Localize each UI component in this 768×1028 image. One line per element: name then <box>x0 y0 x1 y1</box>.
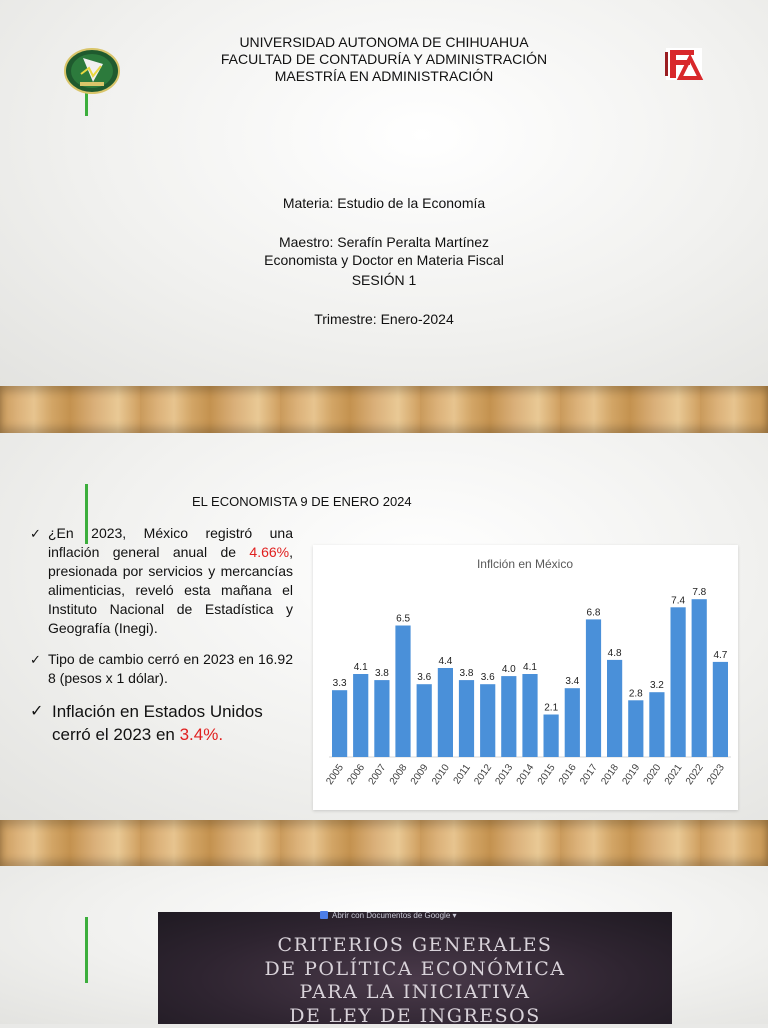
data-label-2015: 2.1 <box>544 703 558 714</box>
data-label-2012: 3.6 <box>481 672 495 683</box>
x-tick-label-2008: 2008 <box>388 762 410 787</box>
source-heading: EL ECONOMISTA 9 DE ENERO 2024 <box>192 494 412 509</box>
inflation-highlight: 4.66% <box>249 544 289 560</box>
bar-2010 <box>438 668 453 757</box>
data-label-2013: 4.0 <box>502 664 516 675</box>
checkmark-icon: ✓ <box>30 650 41 669</box>
data-label-2023: 4.7 <box>713 650 727 661</box>
chart-canvas <box>313 545 738 810</box>
data-label-2010: 4.4 <box>438 656 452 667</box>
bar-2006 <box>353 674 368 757</box>
bar-2015 <box>544 715 559 758</box>
accent-bar <box>85 917 88 983</box>
checkmark-icon: ✓ <box>30 524 41 543</box>
bar-2012 <box>480 684 495 757</box>
data-label-2022: 7.8 <box>692 587 706 598</box>
bar-2005 <box>332 690 347 757</box>
data-label-2008: 6.5 <box>396 614 410 625</box>
bar-2014 <box>522 674 537 757</box>
teacher-title-line: Economista y Doctor en Materia Fiscal <box>0 251 768 269</box>
data-label-2021: 7.4 <box>671 595 685 606</box>
cover-title-line: PARA LA INICIATIVA <box>158 981 672 1005</box>
bullet-exchange-rate <box>30 650 293 688</box>
bar-2019 <box>628 700 643 757</box>
bar-2022 <box>692 599 707 757</box>
heading-line-faculty: FACULTAD DE CONTADURÍA Y ADMINISTRACIÓN <box>0 51 768 68</box>
bar-2020 <box>649 692 664 757</box>
heading-line-program: MAESTRÍA EN ADMINISTRACIÓN <box>0 68 768 85</box>
google-docs-icon <box>320 911 328 919</box>
cover-title-line: CRITERIOS GENERALES <box>158 934 672 958</box>
x-tick-label-2012: 2012 <box>472 762 494 787</box>
bar-2018 <box>607 660 622 757</box>
data-label-2006: 4.1 <box>354 662 368 673</box>
x-tick-label-2011: 2011 <box>452 762 474 786</box>
data-label-2018: 4.8 <box>608 648 622 659</box>
bar-2007 <box>374 680 389 757</box>
chart-title: Inflción en México <box>477 557 573 571</box>
slide-separator <box>0 386 768 433</box>
cover-title-line: DE POLÍTICA ECONÓMICA <box>158 958 672 982</box>
bullet-text: Tipo de cambio cerró en 2023 en 16.92 8 (pesos x 1 dólar). <box>48 651 293 686</box>
bar-2008 <box>395 626 410 758</box>
data-label-2016: 3.4 <box>565 676 579 687</box>
data-label-2009: 3.6 <box>417 672 431 683</box>
x-tick-label-2017: 2017 <box>578 762 600 787</box>
bar-2017 <box>586 619 601 757</box>
bar-2016 <box>565 688 580 757</box>
bullet-inflation-mexico <box>30 524 293 638</box>
x-tick-label-2010: 2010 <box>430 762 452 787</box>
data-label-2017: 6.8 <box>587 607 601 618</box>
x-tick-label-2009: 2009 <box>409 762 431 787</box>
data-label-2011: 3.8 <box>460 668 474 679</box>
data-label-2014: 4.1 <box>523 662 537 673</box>
bar-2011 <box>459 680 474 757</box>
x-tick-label-2005: 2005 <box>324 762 346 787</box>
document-cover-title <box>158 934 672 1028</box>
session-line: SESIÓN 1 <box>0 271 768 289</box>
bullet-text: ¿En 2023, México registró una inflación general anual de <box>48 525 293 560</box>
x-tick-label-2007: 2007 <box>367 762 389 787</box>
bar-2013 <box>501 676 516 757</box>
teacher-line: Maestro: Serafín Peralta Martínez <box>0 233 768 251</box>
open-with-label: Abrir con Documentos de Google <box>332 911 450 920</box>
x-tick-label-2019: 2019 <box>620 762 642 787</box>
bullet-text: Inflación en Estados Unidos cerró el 2023 en <box>52 702 263 744</box>
bullet-us-inflation <box>30 700 293 746</box>
us-inflation-highlight: 3.4%. <box>180 725 223 744</box>
data-label-2005: 3.3 <box>333 678 347 689</box>
data-label-2007: 3.8 <box>375 668 389 679</box>
data-label-2019: 2.8 <box>629 688 643 699</box>
subject-line: Materia: Estudio de la Economía <box>0 194 768 212</box>
data-label-2020: 3.2 <box>650 680 664 691</box>
heading-line-university: UNIVERSIDAD AUTONOMA DE CHIHUAHUA <box>0 34 768 51</box>
bullet-text-tail: , presionada por servicios y mercancías alimenticias, reveló esta mañana el Instituto Nacional de Estadística y Geografía (Inegi). <box>48 544 293 636</box>
x-tick-label-2013: 2013 <box>493 762 515 787</box>
term-line: Trimestre: Enero-2024 <box>0 310 768 328</box>
x-tick-label-2023: 2023 <box>705 762 727 787</box>
bar-2021 <box>671 607 686 757</box>
open-with-google-docs-button[interactable]: Abrir con Documentos de Google ▾ <box>320 911 457 920</box>
bar-2023 <box>713 662 728 757</box>
cover-title-line: DE LEY DE INGRESOS <box>158 1005 672 1028</box>
institution-heading <box>0 34 768 85</box>
x-tick-label-2006: 2006 <box>345 762 367 787</box>
x-tick-label-2016: 2016 <box>557 762 579 787</box>
x-tick-label-2020: 2020 <box>642 762 664 787</box>
x-tick-label-2015: 2015 <box>536 762 558 787</box>
bullet-list <box>30 524 293 758</box>
inflation-chart <box>313 545 738 810</box>
x-tick-label-2022: 2022 <box>684 762 706 787</box>
x-tick-label-2021: 2021 <box>663 762 685 787</box>
x-tick-label-2014: 2014 <box>515 762 537 787</box>
bar-2009 <box>417 684 432 757</box>
checkmark-icon: ✓ <box>30 700 43 723</box>
slide-separator <box>0 820 768 866</box>
x-tick-label-2018: 2018 <box>599 762 621 787</box>
